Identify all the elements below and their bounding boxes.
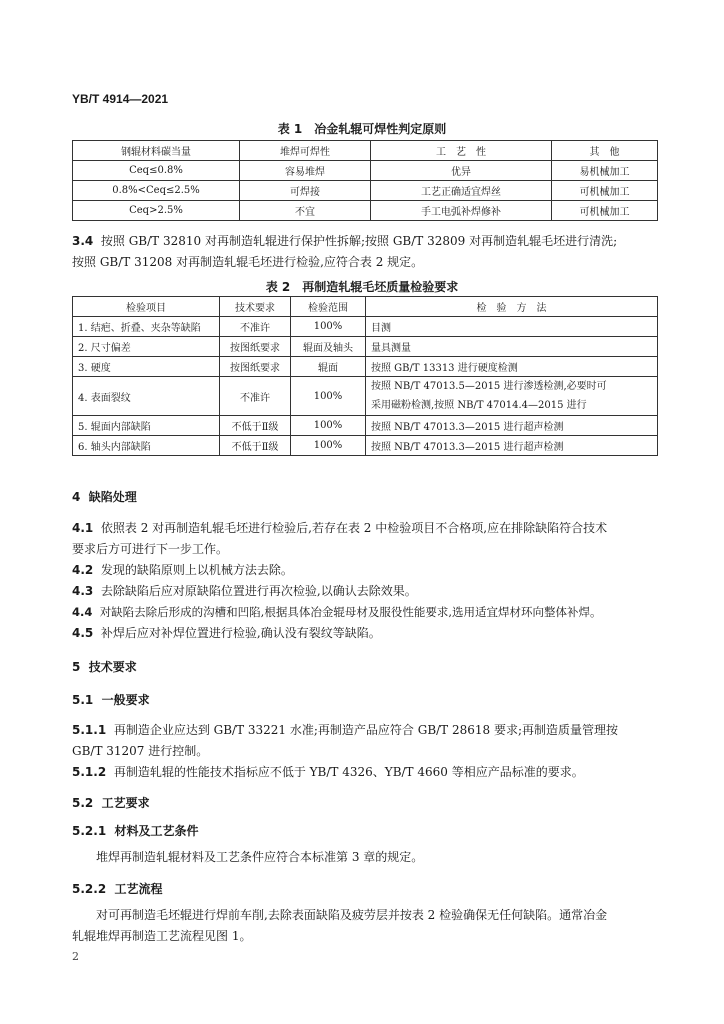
table-cell: 按照 GB/T 13313 进行硬度检测 (366, 357, 658, 377)
table-cell: 优异 (371, 161, 552, 181)
section-5-2-2-heading (72, 880, 163, 897)
table-cell: 量具测量 (366, 337, 658, 357)
table-header-cell: 堆焊可焊性 (240, 141, 371, 161)
table-header-cell: 检验项目 (73, 297, 220, 317)
clause-text: 要求后方可进行下一步工作。 (72, 542, 229, 556)
table-cell: 易机械加工 (552, 161, 658, 181)
table-cell: Ceq≤0.8% (73, 161, 240, 181)
section-5-1-heading (72, 691, 150, 708)
table-header-cell: 检 验 方 法 (366, 297, 658, 317)
section-number: 5 (72, 660, 81, 674)
table-header-cell: 钢辊材料碳当量 (73, 141, 240, 161)
section-number: 5.2.1 (72, 824, 107, 838)
table-cell: 目测 (366, 317, 658, 337)
table-cell: 按照 NB/T 47013.3—2015 进行超声检测 (366, 436, 658, 456)
clause-4-4 (72, 602, 658, 623)
clause-4-1 (72, 518, 658, 560)
table-cell: 按照 NB/T 47013.3—2015 进行超声检测 (366, 416, 658, 436)
table-header-cell: 其 他 (552, 141, 658, 161)
table-header-cell: 技术要求 (220, 297, 291, 317)
table-row (73, 436, 658, 456)
table-row (73, 377, 658, 416)
table1 (72, 140, 658, 221)
table-cell: 不低于Ⅱ级 (220, 416, 291, 436)
clause-text: 按照 GB/T 32810 对再制造轧辊进行保护性拆解;按照 GB/T 32809 对再制造轧辊毛坯进行清洗; (100, 234, 618, 248)
clause-number: 4.5 (72, 626, 94, 640)
clause-4-5 (72, 623, 658, 644)
table-cell: Ceq>2.5% (73, 201, 240, 221)
clause-number: 4.1 (72, 521, 94, 535)
table-cell: 不宜 (240, 201, 371, 221)
table2-caption: 表 2 再制造轧辊毛坯质量检验要求 (265, 280, 459, 294)
table-header-cell: 检验范围 (291, 297, 366, 317)
table-row (73, 337, 658, 357)
clause-number: 4.4 (72, 605, 93, 619)
table-cell: 可机械加工 (552, 181, 658, 201)
section-title: 工艺流程 (114, 882, 163, 896)
table-cell: 3. 硬度 (73, 357, 220, 377)
clause-number: 3.4 (72, 234, 94, 248)
section-number: 5.2 (72, 796, 94, 810)
clause-text: 去除缺陷后应对原缺陷位置进行再次检验,以确认去除效果。 (100, 584, 417, 598)
section-title: 缺陷处理 (88, 490, 137, 504)
clause-number: 5.1.1 (72, 723, 107, 737)
section-number: 4 (72, 490, 81, 504)
clause-text: 补焊后应对补焊位置进行检验,确认没有裂纹等缺陷。 (100, 626, 381, 640)
section-4-heading (72, 488, 137, 505)
clause-text: 轧辊堆焊再制造工艺流程见图 1。 (72, 929, 252, 943)
section-5-heading (72, 658, 137, 675)
table-row (73, 161, 658, 181)
clause-4-3 (72, 581, 658, 602)
table-cell: 可机械加工 (552, 201, 658, 221)
section-number: 5.1 (72, 693, 94, 707)
section-title: 技术要求 (88, 660, 137, 674)
clause-text: 对缺陷去除后形成的沟槽和凹陷,根据具体冶金辊母材及服役性能要求,选用适宜焊材环向整体补焊。 (99, 605, 602, 619)
clause-text: 再制造轧辊的性能技术指标应不低于 YB/T 4326、YB/T 4660 等相应产品标准的要求。 (113, 765, 584, 779)
table-cell: 可焊接 (240, 181, 371, 201)
clause-5-2-2-body (72, 905, 658, 947)
table-row (73, 317, 658, 337)
table-cell: 100% (291, 377, 366, 416)
table-cell: 4. 表面裂纹 (73, 377, 220, 416)
section-5-2-1-heading (72, 822, 199, 839)
clause-5-2-1-body: 堆焊再制造轧辊材料及工艺条件应符合本标准第 3 章的规定。 (96, 850, 424, 864)
table-cell-line: 采用磁粉检测,按照 NB/T 47014.4—2015 进行 (371, 400, 587, 411)
clause-text: 发现的缺陷原则上以机械方法去除。 (100, 563, 293, 577)
table1-header-row (73, 141, 658, 161)
paragraph-3-4 (72, 231, 658, 273)
table-cell: 2. 尺寸偏差 (73, 337, 220, 357)
table-row (73, 181, 658, 201)
table-header-cell: 工 艺 性 (371, 141, 552, 161)
table-cell: 工艺正确适宜焊丝 (371, 181, 552, 201)
clause-number: 4.2 (72, 563, 94, 577)
standard-number: YB/T 4914—2021 (72, 92, 169, 106)
section-title: 材料及工艺条件 (114, 824, 199, 838)
table1-caption: 表 1 冶金轧辊可焊性判定原则 (277, 122, 447, 136)
table-cell: 辊面及轴头 (291, 337, 366, 357)
table-cell: 辊面 (291, 357, 366, 377)
table-row (73, 416, 658, 436)
page-number: 2 (72, 950, 79, 963)
clause-5-1-1 (72, 720, 658, 762)
table-cell: 100% (291, 436, 366, 456)
table2 (72, 296, 658, 456)
table-cell: 0.8%<Ceq≤2.5% (73, 181, 240, 201)
table-cell: 100% (291, 416, 366, 436)
clause-number: 5.1.2 (72, 765, 107, 779)
clause-text: 按照 GB/T 31208 对再制造轧辊毛坯进行检验,应符合表 2 规定。 (72, 255, 424, 269)
clause-4-2 (72, 560, 658, 581)
table-row (73, 201, 658, 221)
section-number: 5.2.2 (72, 882, 107, 896)
clause-number: 4.3 (72, 584, 94, 598)
table-row (73, 357, 658, 377)
clause-text: 再制造企业应达到 GB/T 33221 水准;再制造产品应符合 GB/T 28618 要求;再制造质量管理按 (113, 723, 619, 737)
table-cell: 容易堆焊 (240, 161, 371, 181)
clause-text: 对可再制造毛坯辊进行焊前车削,去除表面缺陷及疲劳层并按表 2 检验确保无任何缺陷。通常冶金 (96, 908, 608, 922)
section-title: 工艺要求 (101, 796, 150, 810)
table-cell (366, 377, 658, 416)
table-cell: 不准许 (220, 317, 291, 337)
table-cell: 100% (291, 317, 366, 337)
table-cell: 1. 结疤、折叠、夹杂等缺陷 (73, 317, 220, 337)
clause-text: GB/T 31207 进行控制。 (72, 744, 209, 758)
table-cell: 不低于Ⅱ级 (220, 436, 291, 456)
clause-5-1-2 (72, 762, 658, 783)
table-cell: 6. 轴头内部缺陷 (73, 436, 220, 456)
table-cell: 5. 辊面内部缺陷 (73, 416, 220, 436)
section-title: 一般要求 (101, 693, 150, 707)
table-cell: 按图纸要求 (220, 337, 291, 357)
table-cell: 按图纸要求 (220, 357, 291, 377)
table2-header-row (73, 297, 658, 317)
table-cell-line: 按照 NB/T 47013.5—2015 进行渗透检测,必要时可 (371, 381, 607, 392)
table-cell: 手工电弧补焊修补 (371, 201, 552, 221)
section-5-2-heading (72, 794, 150, 811)
clause-text: 依照表 2 对再制造轧辊毛坯进行检验后,若存在表 2 中检验项目不合格项,应在排除缺陷符合技术 (100, 521, 608, 535)
table-cell: 不准许 (220, 377, 291, 416)
